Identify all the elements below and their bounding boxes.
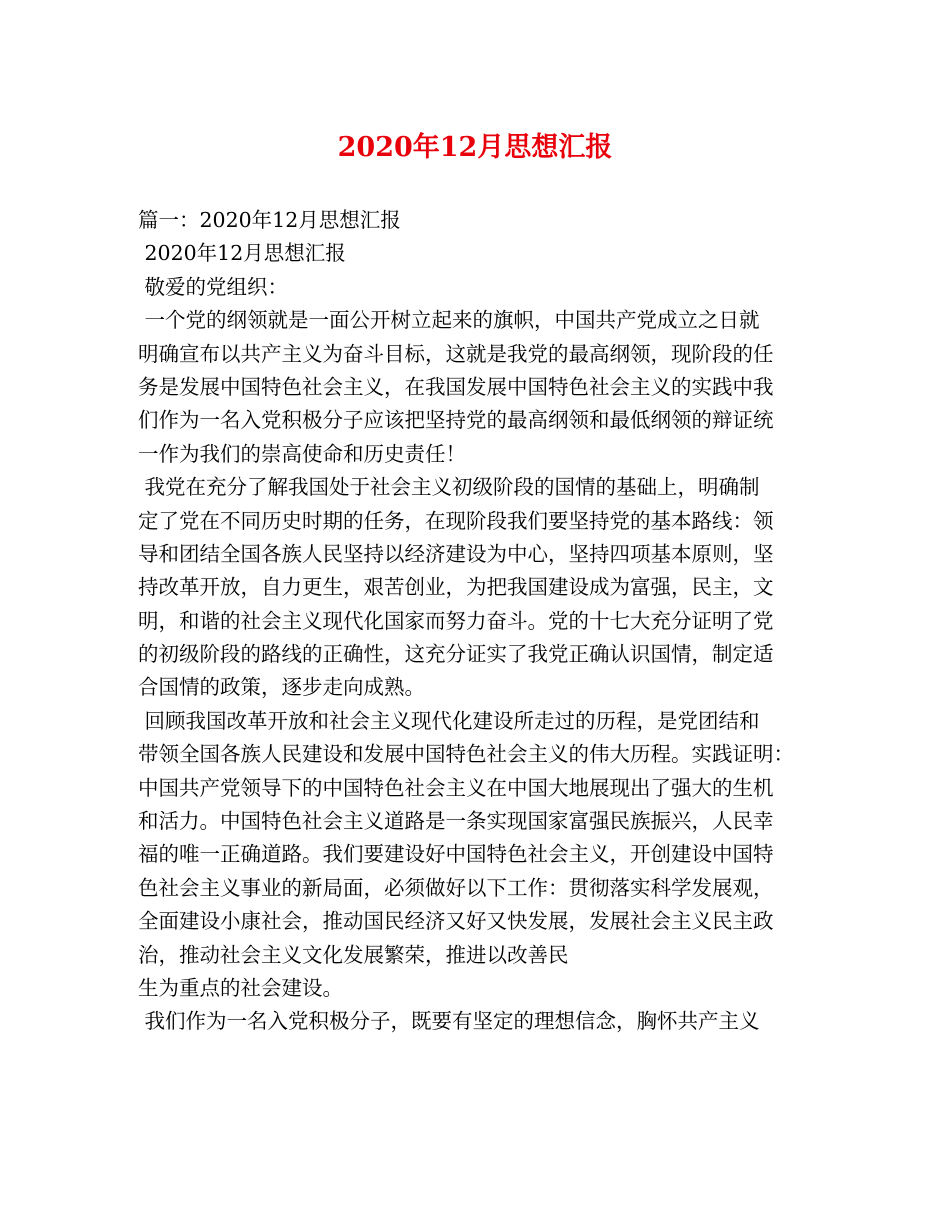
text-line: 们作为一名入党积极分子应该把坚持党的最高纲领和最低纲领的辩证统 (138, 408, 774, 433)
text-line: 的初级阶段的路线的正确性，这充分证实了我党正确认识国情，制定适 (138, 642, 774, 667)
text-line: 我党在充分了解我国处于社会主义初级阶段的国情的基础上，明确制 (138, 475, 760, 500)
text-line: 和活力。中国特色社会主义道路是一条实现国家富强民族振兴，人民幸 (138, 809, 774, 834)
text-line: 我们作为一名入党积极分子，既要有坚定的理想信念，胸怀共产主义 (138, 1009, 760, 1034)
text-line: 持改革开放，自力更生，艰苦创业，为把我国建设成为富强，民主，文 (138, 575, 774, 600)
text-line: 明，和谐的社会主义现代化国家而努力奋斗。党的十七大充分证明了党 (138, 608, 774, 633)
text-line: 回顾我国改革开放和社会主义现代化建设所走过的历程，是党团结和 (138, 708, 760, 733)
text-line: 合国情的政策，逐步走向成熟。 (138, 675, 425, 700)
text-line: 明确宣布以共产主义为奋斗目标，这就是我党的最高纲领，现阶段的任 (138, 341, 774, 366)
text-line: 治，推动社会主义文化发展繁荣，推进以改善民 (138, 942, 569, 967)
document-title: 2020年12月思想汇报 (337, 132, 613, 163)
text-line: 务是发展中国特色社会主义，在我国发展中国特色社会主义的实践中我 (138, 374, 774, 399)
text-line: 定了党在不同历史时期的任务，在现阶段我们要坚持党的基本路线：领 (138, 508, 774, 533)
text-line: 一作为我们的崇高使命和历史责任！ (138, 441, 466, 466)
text-line: 带领全国各族人民建设和发展中国特色社会主义的伟大历程。实践证明： (138, 742, 794, 767)
text-line: 色社会主义事业的新局面，必须做好以下工作：贯彻落实科学发展观， (138, 875, 774, 900)
text-line: 一个党的纲领就是一面公开树立起来的旗帜，中国共产党成立之日就 (138, 308, 760, 333)
text-line: 中国共产党领导下的中国特色社会主义在中国大地展现出了强大的生机 (138, 775, 774, 800)
text-line: 导和团结全国各族人民坚持以经济建设为中心，坚持四项基本原则，坚 (138, 541, 774, 566)
text-line: 篇一：2020年12月思想汇报 (138, 208, 401, 232)
text-line: 敬爱的党组织： (138, 274, 289, 299)
text-line: 福的唯一正确道路。我们要建设好中国特色社会主义，开创建设中国特 (138, 842, 774, 867)
document-body (138, 204, 818, 1039)
text-line: 生为重点的社会建设。 (138, 975, 343, 1000)
text-line: 全面建设小康社会，推动国民经济又好又快发展，发展社会主义民主政 (138, 909, 774, 934)
text-line: 2020年12月思想汇报 (138, 241, 346, 266)
